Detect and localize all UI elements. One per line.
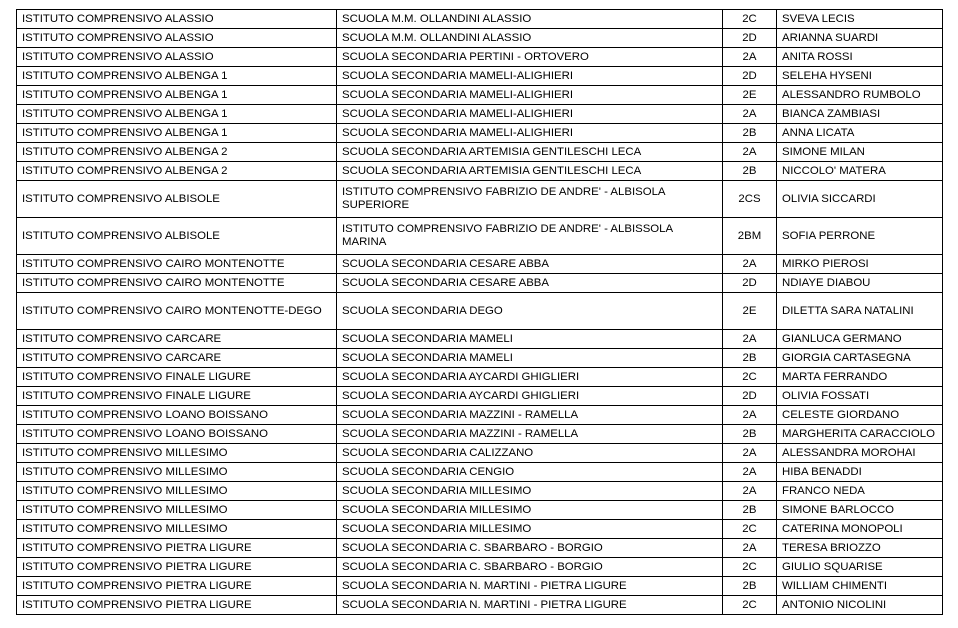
cell-classe: 2D [723,29,777,48]
cell-alunno: SELEHA HYSENI [777,67,943,86]
cell-alunno: CATERINA MONOPOLI [777,520,943,539]
cell-scuola: SCUOLA SECONDARIA CALIZZANO [337,444,723,463]
cell-classe: 2C [723,596,777,615]
cell-classe: 2A [723,143,777,162]
cell-classe: 2B [723,425,777,444]
cell-scuola: SCUOLA SECONDARIA MILLESIMO [337,501,723,520]
cell-istituto: ISTITUTO COMPRENSIVO ALBENGA 1 [17,124,337,143]
cell-classe: 2B [723,162,777,181]
cell-classe: 2B [723,577,777,596]
cell-istituto: ISTITUTO COMPRENSIVO CARCARE [17,330,337,349]
table-row [17,539,943,558]
cell-alunno: NDIAYE DIABOU [777,274,943,293]
cell-scuola: ISTITUTO COMPRENSIVO FABRIZIO DE ANDRE' - ALBISOLA SUPERIORE [337,181,723,218]
cell-scuola: SCUOLA SECONDARIA MAMELI-ALIGHIERI [337,86,723,105]
table-row [17,124,943,143]
cell-scuola: ISTITUTO COMPRENSIVO FABRIZIO DE ANDRE' - ALBISSOLA MARINA [337,218,723,255]
cell-classe: 2C [723,558,777,577]
cell-istituto: ISTITUTO COMPRENSIVO ALASSIO [17,10,337,29]
cell-alunno: ALESSANDRO RUMBOLO [777,86,943,105]
cell-istituto: ISTITUTO COMPRENSIVO PIETRA LIGURE [17,539,337,558]
cell-istituto: ISTITUTO COMPRENSIVO PIETRA LIGURE [17,558,337,577]
table-row [17,86,943,105]
cell-scuola: SCUOLA SECONDARIA MAMELI-ALIGHIERI [337,67,723,86]
cell-classe: 2A [723,255,777,274]
cell-alunno: SIMONE MILAN [777,143,943,162]
table-row [17,274,943,293]
cell-scuola: SCUOLA SECONDARIA MAMELI [337,349,723,368]
cell-scuola: SCUOLA SECONDARIA PERTINI - ORTOVERO [337,48,723,67]
cell-classe: 2A [723,48,777,67]
cell-istituto: ISTITUTO COMPRENSIVO MILLESIMO [17,520,337,539]
table-row [17,406,943,425]
table-row [17,105,943,124]
cell-classe: 2A [723,444,777,463]
cell-classe: 2B [723,349,777,368]
cell-classe: 2CS [723,181,777,218]
cell-scuola: SCUOLA SECONDARIA CENGIO [337,463,723,482]
cell-alunno: MIRKO PIEROSI [777,255,943,274]
cell-istituto: ISTITUTO COMPRENSIVO CAIRO MONTENOTTE [17,274,337,293]
table-row [17,218,943,255]
cell-classe: 2E [723,293,777,330]
cell-scuola: SCUOLA SECONDARIA MAZZINI - RAMELLA [337,425,723,444]
cell-scuola: SCUOLA SECONDARIA N. MARTINI - PIETRA LIGURE [337,577,723,596]
cell-istituto: ISTITUTO COMPRENSIVO MILLESIMO [17,463,337,482]
cell-alunno: GIULIO SQUARISE [777,558,943,577]
cell-istituto: ISTITUTO COMPRENSIVO MILLESIMO [17,501,337,520]
cell-scuola: SCUOLA SECONDARIA MAMELI-ALIGHIERI [337,124,723,143]
cell-classe: 2A [723,406,777,425]
table-row [17,48,943,67]
table-row [17,255,943,274]
table-row [17,10,943,29]
cell-alunno: WILLIAM CHIMENTI [777,577,943,596]
cell-istituto: ISTITUTO COMPRENSIVO ALBENGA 2 [17,162,337,181]
table-row [17,293,943,330]
students-table-body [17,10,943,615]
cell-istituto: ISTITUTO COMPRENSIVO PIETRA LIGURE [17,577,337,596]
cell-alunno: DILETTA SARA NATALINI [777,293,943,330]
cell-alunno: SVEVA LECIS [777,10,943,29]
cell-alunno: BIANCA ZAMBIASI [777,105,943,124]
table-row [17,67,943,86]
cell-alunno: OLIVIA FOSSATI [777,387,943,406]
cell-alunno: NICCOLO' MATERA [777,162,943,181]
cell-classe: 2D [723,274,777,293]
cell-scuola: SCUOLA SECONDARIA MILLESIMO [337,520,723,539]
cell-alunno: FRANCO NEDA [777,482,943,501]
cell-scuola: SCUOLA SECONDARIA CESARE ABBA [337,255,723,274]
cell-alunno: HIBA BENADDI [777,463,943,482]
cell-scuola: SCUOLA SECONDARIA MAMELI [337,330,723,349]
cell-classe: 2A [723,463,777,482]
cell-alunno: MARGHERITA CARACCIOLO [777,425,943,444]
table-row [17,181,943,218]
cell-classe: 2BM [723,218,777,255]
cell-classe: 2A [723,539,777,558]
cell-scuola: SCUOLA SECONDARIA AYCARDI GHIGLIERI [337,368,723,387]
cell-scuola: SCUOLA SECONDARIA MAZZINI - RAMELLA [337,406,723,425]
cell-istituto: ISTITUTO COMPRENSIVO ALASSIO [17,29,337,48]
table-row [17,482,943,501]
cell-alunno: ARIANNA SUARDI [777,29,943,48]
cell-alunno: OLIVIA SICCARDI [777,181,943,218]
table-row [17,444,943,463]
table-row [17,349,943,368]
table-row [17,501,943,520]
cell-scuola: SCUOLA SECONDARIA C. SBARBARO - BORGIO [337,558,723,577]
table-row [17,463,943,482]
cell-istituto: ISTITUTO COMPRENSIVO LOANO BOISSANO [17,406,337,425]
table-row [17,425,943,444]
table-row [17,162,943,181]
cell-istituto: ISTITUTO COMPRENSIVO FINALE LIGURE [17,387,337,406]
students-table [16,9,943,615]
table-row [17,387,943,406]
cell-scuola: SCUOLA M.M. OLLANDINI ALASSIO [337,29,723,48]
cell-classe: 2C [723,10,777,29]
cell-alunno: GIANLUCA GERMANO [777,330,943,349]
cell-alunno: SOFIA PERRONE [777,218,943,255]
cell-scuola: SCUOLA SECONDARIA MILLESIMO [337,482,723,501]
cell-istituto: ISTITUTO COMPRENSIVO LOANO BOISSANO [17,425,337,444]
cell-alunno: TERESA BRIOZZO [777,539,943,558]
cell-istituto: ISTITUTO COMPRENSIVO ALBISOLE [17,218,337,255]
cell-classe: 2A [723,330,777,349]
cell-istituto: ISTITUTO COMPRENSIVO ALBENGA 2 [17,143,337,162]
cell-classe: 2B [723,124,777,143]
cell-istituto: ISTITUTO COMPRENSIVO CARCARE [17,349,337,368]
cell-scuola: SCUOLA SECONDARIA ARTEMISIA GENTILESCHI LECA [337,143,723,162]
cell-classe: 2D [723,67,777,86]
cell-scuola: SCUOLA SECONDARIA DEGO [337,293,723,330]
cell-classe: 2A [723,105,777,124]
cell-scuola: SCUOLA SECONDARIA N. MARTINI - PIETRA LIGURE [337,596,723,615]
cell-alunno: MARTA FERRANDO [777,368,943,387]
cell-alunno: ANITA ROSSI [777,48,943,67]
table-row [17,558,943,577]
cell-scuola: SCUOLA SECONDARIA CESARE ABBA [337,274,723,293]
cell-scuola: SCUOLA SECONDARIA C. SBARBARO - BORGIO [337,539,723,558]
cell-istituto: ISTITUTO COMPRENSIVO ALBISOLE [17,181,337,218]
cell-alunno: CELESTE GIORDANO [777,406,943,425]
cell-istituto: ISTITUTO COMPRENSIVO CAIRO MONTENOTTE [17,255,337,274]
cell-alunno: ALESSANDRA MOROHAI [777,444,943,463]
table-row [17,29,943,48]
cell-alunno: ANTONIO NICOLINI [777,596,943,615]
cell-classe: 2D [723,387,777,406]
cell-alunno: SIMONE BARLOCCO [777,501,943,520]
cell-istituto: ISTITUTO COMPRENSIVO MILLESIMO [17,444,337,463]
cell-istituto: ISTITUTO COMPRENSIVO ALBENGA 1 [17,67,337,86]
cell-classe: 2A [723,482,777,501]
cell-classe: 2E [723,86,777,105]
cell-scuola: SCUOLA M.M. OLLANDINI ALASSIO [337,10,723,29]
cell-classe: 2C [723,368,777,387]
cell-istituto: ISTITUTO COMPRENSIVO PIETRA LIGURE [17,596,337,615]
cell-scuola: SCUOLA SECONDARIA AYCARDI GHIGLIERI [337,387,723,406]
table-row [17,577,943,596]
cell-istituto: ISTITUTO COMPRENSIVO ALBENGA 1 [17,105,337,124]
cell-istituto: ISTITUTO COMPRENSIVO MILLESIMO [17,482,337,501]
cell-classe: 2B [723,501,777,520]
table-row [17,368,943,387]
cell-scuola: SCUOLA SECONDARIA MAMELI-ALIGHIERI [337,105,723,124]
cell-istituto: ISTITUTO COMPRENSIVO CAIRO MONTENOTTE-DEGO [17,293,337,330]
cell-istituto: ISTITUTO COMPRENSIVO ALASSIO [17,48,337,67]
cell-istituto: ISTITUTO COMPRENSIVO ALBENGA 1 [17,86,337,105]
cell-scuola: SCUOLA SECONDARIA ARTEMISIA GENTILESCHI LECA [337,162,723,181]
cell-alunno: GIORGIA CARTASEGNA [777,349,943,368]
table-row [17,520,943,539]
cell-classe: 2C [723,520,777,539]
table-row [17,330,943,349]
table-row [17,143,943,162]
table-row [17,596,943,615]
cell-alunno: ANNA LICATA [777,124,943,143]
cell-istituto: ISTITUTO COMPRENSIVO FINALE LIGURE [17,368,337,387]
